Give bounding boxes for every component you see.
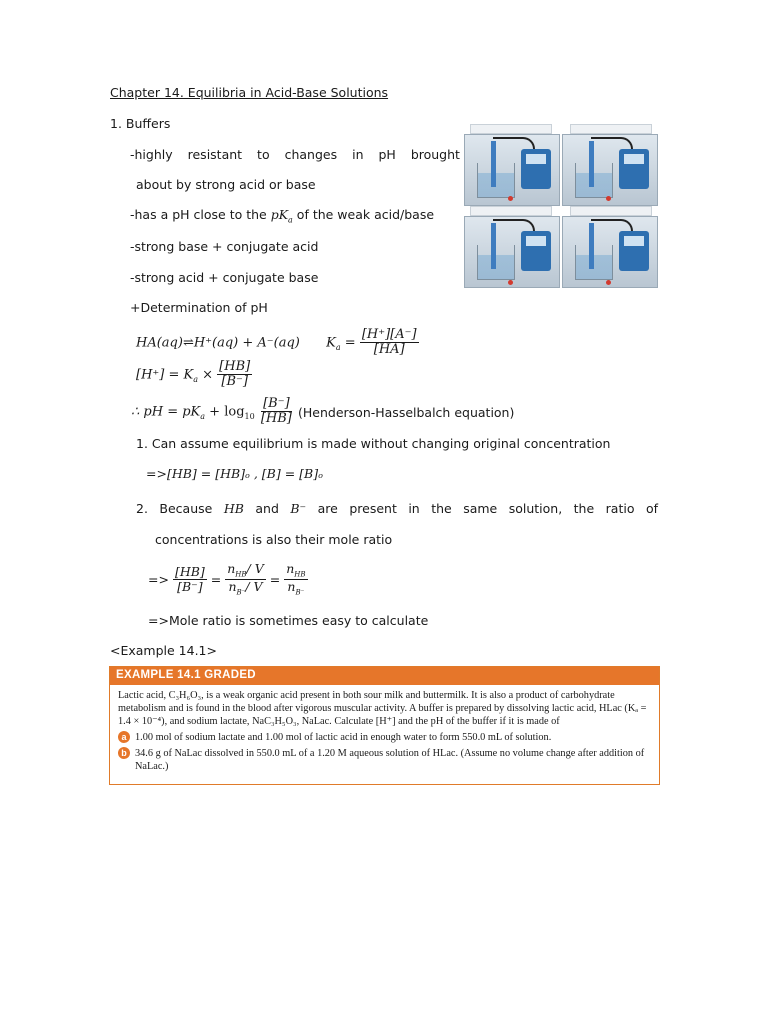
word: resistant [187, 147, 243, 162]
ka-subscript: a [335, 342, 341, 352]
word: in [408, 501, 420, 516]
word: present [349, 501, 397, 516]
note-assumption-equation: =>[HB] = [HB]ₒ , [B] = [B]ₒ [146, 466, 323, 481]
photo-ph-meter-4 [562, 216, 658, 288]
word: solution, [508, 501, 563, 516]
marker-dot [606, 280, 611, 285]
note-mole-ratio-cont: concentrations is also their mole ratio [155, 532, 393, 547]
bullet-strong-acid: -strong acid + conjugate base [130, 270, 319, 285]
equals: = [340, 335, 360, 351]
item-text-a: 1.00 mol of sodium lactate and 1.00 mol of lactic acid in enough water to form 550.0 mL of solution. [135, 732, 552, 743]
note-mole-ratio-easy: =>Mole ratio is sometimes easy to calculate [148, 613, 429, 628]
example-box [109, 666, 660, 785]
fraction-numerator: [HB] [219, 359, 251, 374]
photo-caption-bar [470, 124, 552, 134]
word: are [317, 501, 338, 516]
word: the [573, 501, 595, 516]
word: in [352, 147, 364, 162]
log-fraction [259, 397, 294, 427]
over-volume: / V [245, 579, 263, 595]
equation-henderson-hasselbalch [131, 397, 294, 427]
ratio-fraction [217, 360, 252, 390]
moles-fraction [284, 562, 307, 597]
marker-dot [508, 196, 513, 201]
subscript: HB [235, 570, 247, 579]
marker-dot [508, 280, 513, 285]
equation-dissociation [136, 328, 419, 358]
example-label: <Example 14.1> [110, 643, 217, 658]
bullet-resistant [130, 147, 460, 162]
over-volume: / V [246, 561, 264, 576]
example-body [110, 685, 659, 773]
word-math: HB [223, 501, 244, 516]
bullet-resistant-cont: about by strong acid or base [136, 177, 316, 192]
section-heading: 1. Buffers [110, 116, 171, 131]
word: and [255, 501, 279, 516]
ka-symbol: K [326, 335, 336, 351]
n-symbol: n [228, 579, 237, 595]
word-math: B⁻ [290, 501, 307, 516]
equation-name: (Henderson-Hasselbalch equation) [298, 405, 515, 420]
word: ratio [605, 501, 635, 516]
example-header: EXAMPLE 14.1 GRADED [110, 667, 659, 685]
fraction-numerator: [HB] [174, 564, 205, 580]
mole-ratio-equation: => $\frac{[HB]}{[B^-]}$ = $\frac{n_{HB}/ V}{n_{B^-}/ V}$ = $\frac{n_{HB}}{n_{B^-}}$ [148, 561, 306, 597]
pka-subscript: a [200, 411, 206, 421]
equation-lhs: HA(aq)⇌H⁺(aq) + A⁻(aq) [136, 335, 300, 351]
marker-dot [606, 196, 611, 201]
fraction-numerator: [B⁻] [263, 396, 290, 411]
equation-lhs: ∴ pH = pK [131, 404, 201, 420]
text: -has a pH close to the [130, 207, 271, 222]
log-base: 10 [244, 411, 255, 421]
example-problem-text: Lactic acid, C₃H₆O₃, is a weak organic acid present in both sour milk and buttermilk. It is also a product of carbohydrate metabolism and is found in the blood after vigorous muscular activity. A buffer is prepared by dissolving lactic acid, HLac (Kₐ = 1.4 × 10⁻⁴), and sodium lactate, NaC₃H₅O₃, NaLac. Calculate [H⁺] and the pH of the buffer if it is made of [118, 690, 647, 727]
fraction-denominator: [HB] [260, 411, 292, 427]
word: changes [284, 147, 338, 162]
ka-fraction [360, 328, 419, 358]
word: brought [410, 147, 460, 162]
word: pH [378, 147, 396, 162]
photo-ph-meter-2 [562, 134, 658, 206]
example-item-b [118, 747, 651, 773]
times: × [198, 367, 218, 383]
fraction-numerator: [H⁺][A⁻] [361, 327, 417, 342]
photo-caption-bar [570, 124, 652, 134]
word: same [463, 501, 498, 516]
equation-h-concentration [136, 360, 252, 390]
conc-fraction [173, 565, 207, 594]
fraction-denominator: [HA] [373, 342, 405, 358]
bullet-strong-base: -strong base + conjugate acid [130, 239, 319, 254]
subscript: B⁻ [295, 588, 305, 597]
subscript: HB [294, 570, 306, 579]
example-item-a [118, 731, 651, 744]
photo-ph-meter-3 [464, 216, 560, 288]
item-badge-a: a [118, 731, 130, 743]
item-badge-b: b [118, 747, 130, 759]
word: 2. [136, 501, 148, 516]
word: the [431, 501, 452, 516]
fraction-denominator: [B⁻] [177, 579, 203, 595]
note-mole-ratio [136, 501, 658, 516]
pka-subscript: a [288, 215, 293, 225]
item-text-b: 34.6 g of NaLac dissolved in 550.0 mL of a 1.20 M aqueous solution of HLac. (Assume no volume change after addition of NaLac.) [135, 748, 645, 772]
log-text: + log [205, 404, 245, 420]
moles-volume-fraction [225, 562, 266, 597]
subscript: B⁻ [236, 588, 246, 597]
word: -highly [130, 147, 173, 162]
arrow: => [148, 572, 169, 588]
word: Because [159, 501, 213, 516]
ka-subscript: a [193, 374, 198, 384]
fraction-denominator: [B⁻] [221, 374, 248, 390]
word: of [645, 501, 658, 516]
equation-lhs: [H⁺] = K [136, 367, 194, 383]
n-symbol: n [286, 561, 295, 576]
n-symbol: n [227, 561, 236, 576]
word: to [257, 147, 270, 162]
photo-caption-bar [470, 206, 552, 216]
text: of the weak acid/base [292, 207, 435, 222]
photo-caption-bar [570, 206, 652, 216]
note-assumption: 1. Can assume equilibrium is made without changing original concentration [136, 436, 611, 451]
chapter-title: Chapter 14. Equilibria in Acid-Base Solutions [110, 85, 389, 100]
bullet-pka [130, 207, 434, 225]
photo-ph-meter-1 [464, 134, 560, 206]
n-symbol: n [287, 579, 296, 595]
bullet-ph-determination: +Determination of pH [130, 300, 268, 315]
pka-symbol: pK [270, 207, 289, 222]
